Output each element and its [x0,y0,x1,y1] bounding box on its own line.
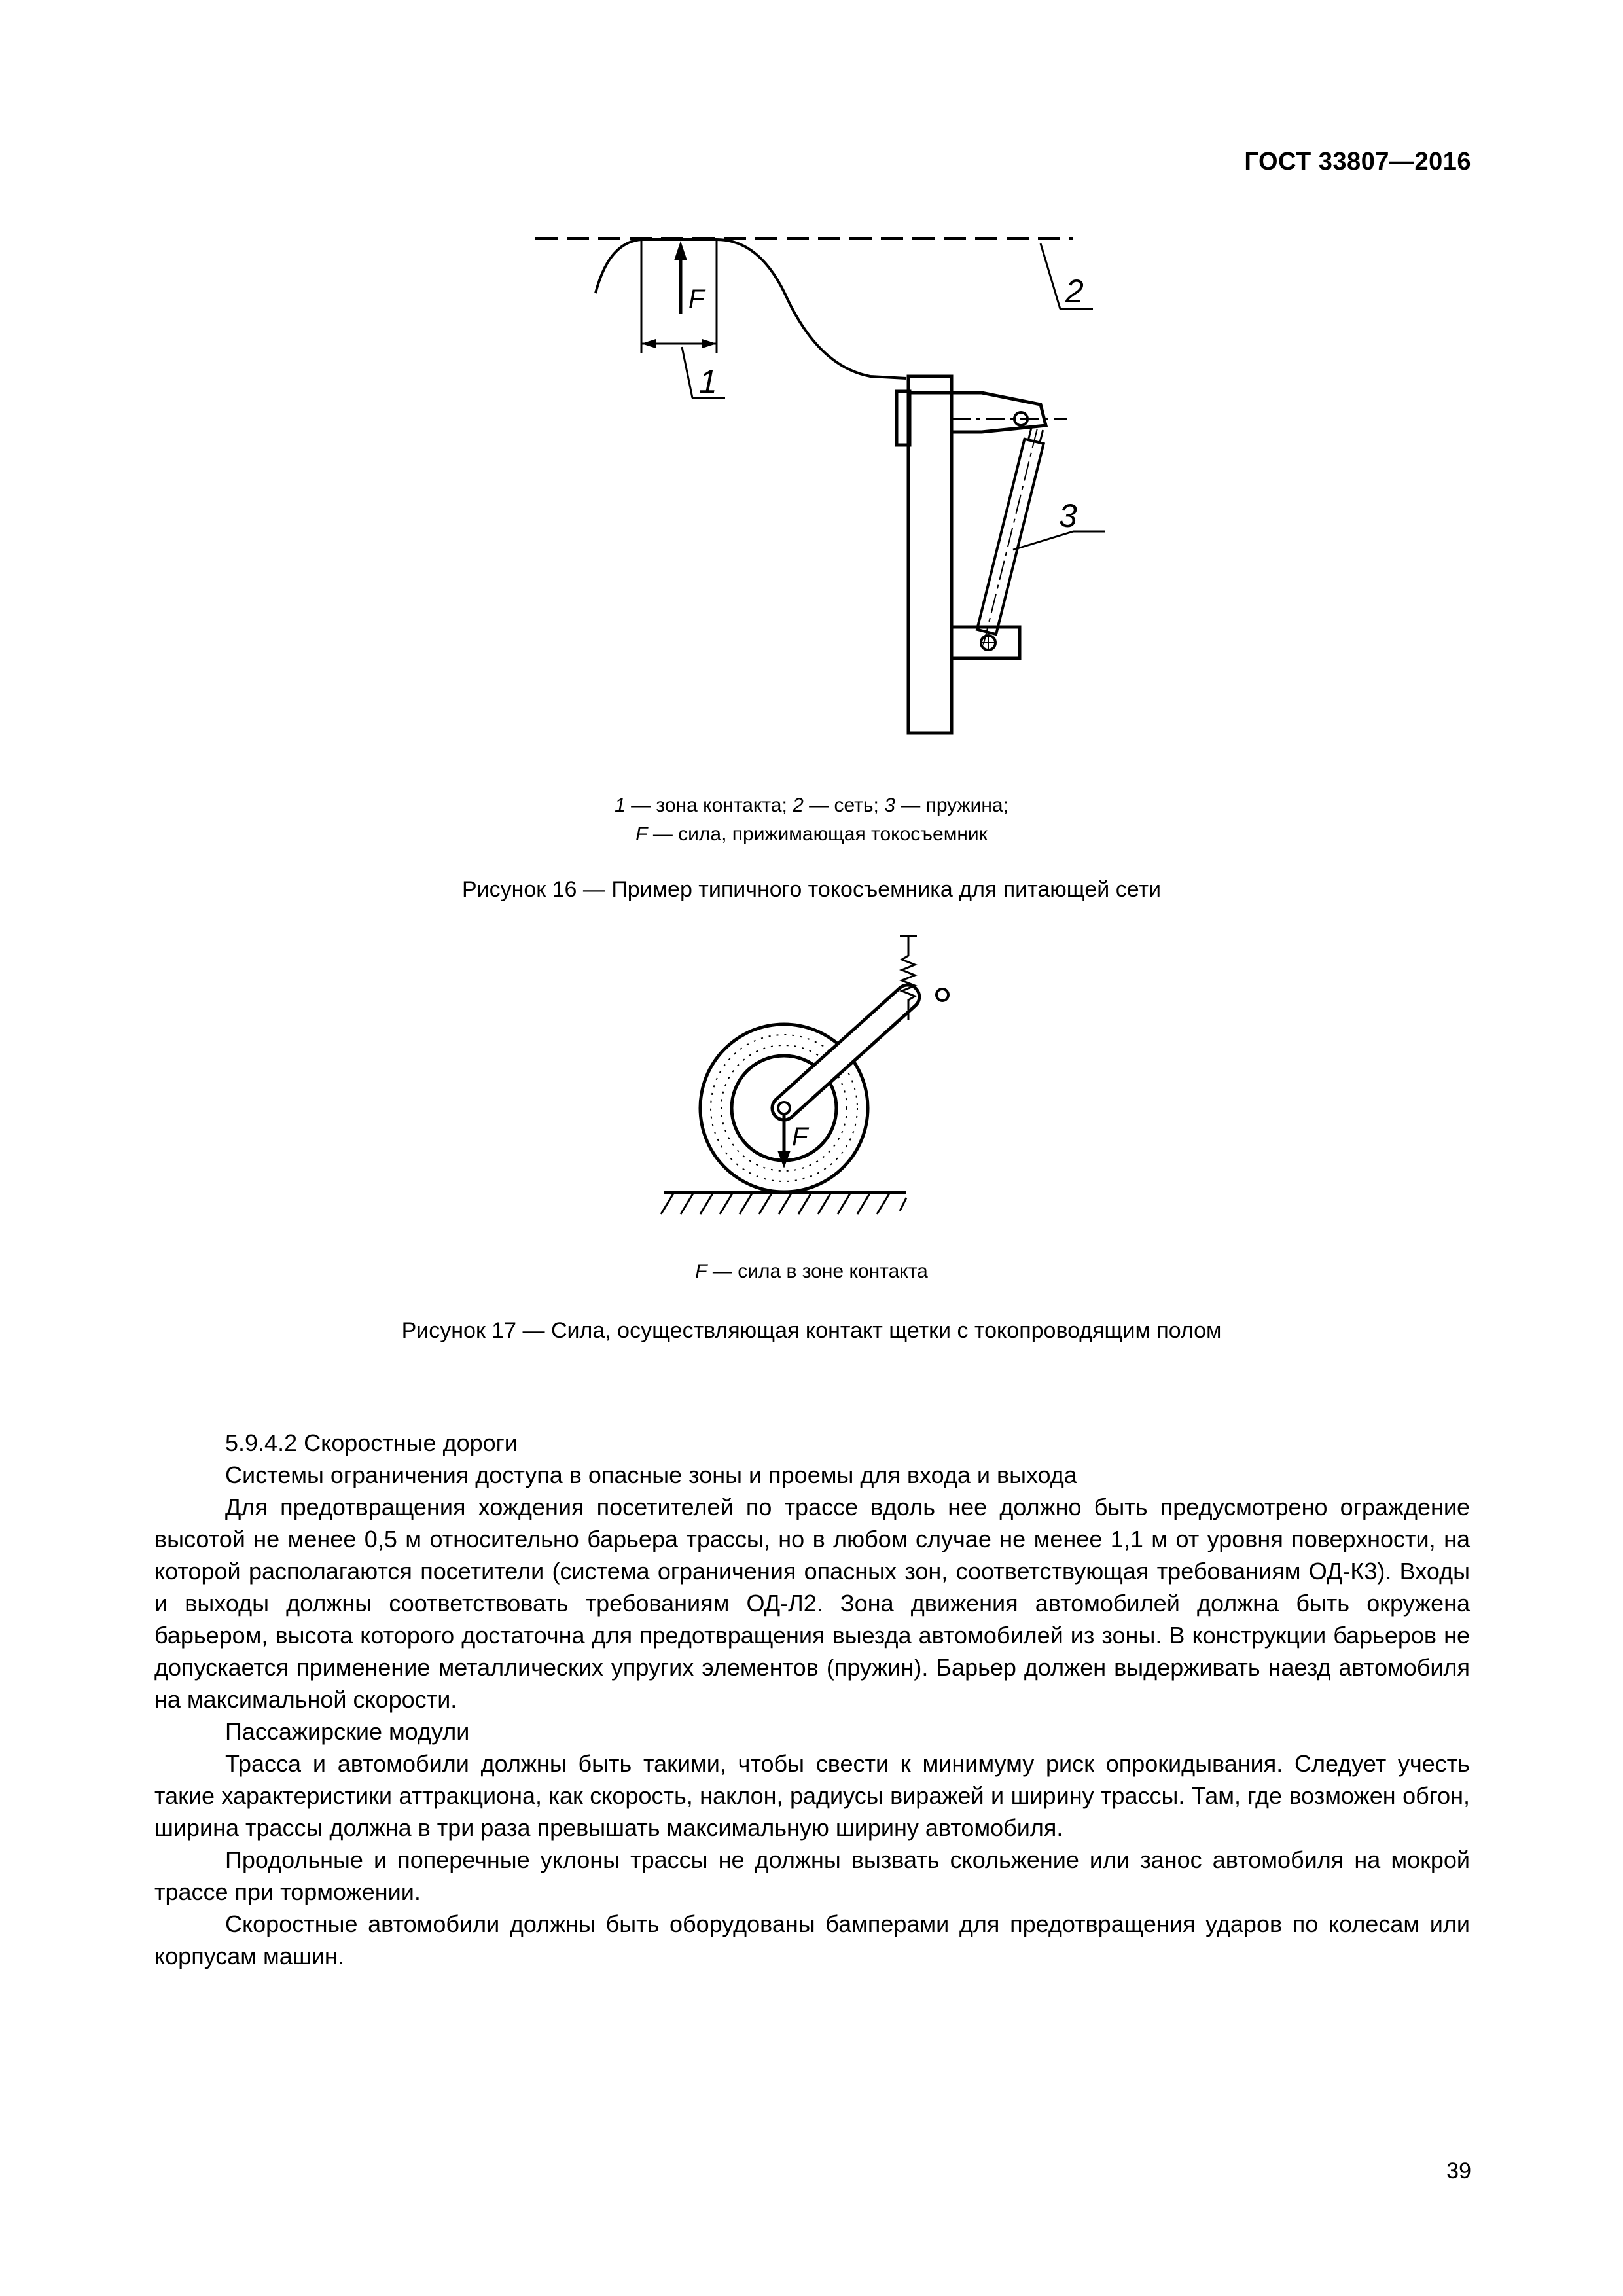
figure-16-legend-line1: 1 — зона контакта; 2 — сеть; 3 — пружина; [615,795,1008,816]
page-number: 39 [1446,2159,1471,2183]
figure-17-legend: F — сила в зоне контакта [695,1261,928,1282]
figure-17-title: Рисунок 17 — Сила, осуществляющая контакт щетки с токопроводящим полом [401,1318,1222,1343]
label-2: 2 [1065,273,1084,310]
paragraph-track: Трасса и автомобили должны быть такими, чтобы свести к минимуму риск опрокидывания. Следует учесть такие характеристики аттракциона, как скорость, наклон, радиусы виражей и ширину трассы. Там, где возможен обгон, ширина трассы должна в три раза превышать максимальную ширину автомобиля. [154,1750,1470,1841]
subsection-heading-passenger: Пассажирские модули [225,1718,470,1745]
document-header: ГОСТ 33807—2016 [1244,148,1471,175]
paragraph-bumpers: Скоростные автомобили должны быть оборудованы бамперами для предотвращения ударов по колесам или корпусам машин. [154,1910,1470,1969]
subsection-heading-access: Системы ограничения доступа в опасные зоны и проемы для входа и выхода [225,1462,1077,1488]
paragraph-access: Для предотвращения хождения посетителей по трассе вдоль нее должно быть предусмотрено ограждение высотой не менее 0,5 м относительно барьера трассы, но в любом случае не менее 1,1 м от уровня поверхности, на которой располагаются посетители (система ограничения опасных зон, соответствующая требованиям ОД-К3). Входы и выходы должны соответствовать требованиям ОД-Л2. Зона движения автомобилей должна быть окружена барьером, высота которого достаточна для предотвращения выезда автомобилей из зоны. В конструкции барьеров не допускается применение металлических упругих элементов (пружин). Барьер должен выдерживать наезд автомобиля на максимальной скорости. [154,1494,1470,1713]
body-text [154,1427,1470,1972]
paragraph-slopes: Продольные и поперечные уклоны трассы не должны вызвать скольжение или занос автомобиля на мокрой трассе при торможении. [154,1846,1470,1905]
section-heading: 5.9.4.2 Скоростные дороги [225,1429,518,1456]
label-1: 1 [699,363,717,400]
force-label-17: F [792,1122,808,1151]
figure-16-title: Рисунок 16 — Пример типичного токосъемника для питающей сети [461,877,1162,902]
figure-16-legend-line2: F — сила, прижимающая токосъемник [635,823,988,845]
label-3: 3 [1059,497,1077,534]
brush-arm [768,980,925,1125]
force-label-16: F [688,285,705,314]
